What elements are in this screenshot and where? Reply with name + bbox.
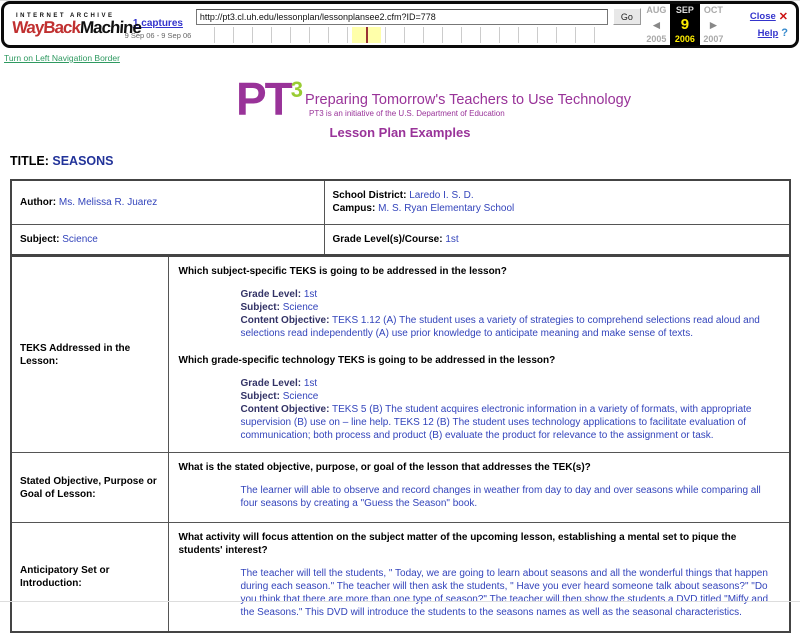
grade-value: 1st: [445, 233, 459, 245]
author-value: Ms. Melissa R. Juarez: [58, 196, 158, 208]
field-value: 1st: [303, 378, 318, 389]
wayback-toolbar: [1, 1, 799, 48]
pt3-logo-superscript: 3: [290, 76, 304, 102]
field-value: TEKS 5 (B) The student acquires electronic information in a variety of formats, with appropriate supervision (B) use on – line help. TEKS 12 (B) The student uses technology applications to facilitate evaluation of communication; both process and product (B) evaluate the product for relevance to the assignment or task.: [240, 404, 752, 441]
field-label: Content Objective:: [240, 404, 330, 415]
question-text: Which grade-specific technology TEKS is going to be addressed in the lesson?: [178, 355, 556, 366]
field-label: Content Objective:: [240, 315, 330, 326]
field-label: Subject:: [240, 302, 280, 313]
title-label: TITLE:: [10, 154, 49, 168]
lesson-sections-table: [10, 255, 791, 633]
section-label-anticipatory: Anticipatory Set or Introduction:: [11, 523, 168, 633]
wayback-machine-logo: WayBackMachine: [11, 18, 142, 37]
author-label: Author:: [20, 196, 57, 208]
teks-technology-block: [179, 354, 780, 442]
date-navigator: [643, 4, 727, 46]
url-input[interactable]: [196, 9, 608, 25]
pt3-logo: $PT^3$: [236, 72, 304, 125]
wayback-logo[interactable]: [8, 6, 142, 43]
table-row-anticipatory: [11, 523, 790, 633]
toolbar-center: [196, 6, 641, 43]
table-row-teks: [11, 256, 790, 453]
capture-timeline[interactable]: [196, 27, 604, 43]
lesson-info-table: [10, 179, 791, 256]
lesson-title: [10, 154, 800, 168]
district-value: Laredo I. S. D.: [409, 190, 474, 202]
prev-capture-arrow-icon[interactable]: ◄: [650, 17, 663, 32]
close-link[interactable]: Close: [749, 11, 776, 22]
field-value: 1st: [303, 289, 318, 300]
subject-label: Subject:: [20, 233, 60, 245]
section-content-objective: [168, 453, 790, 523]
pt3-text-block: [305, 92, 631, 120]
pt3-header: [236, 68, 800, 125]
table-row-objective: [11, 453, 790, 523]
help-icon[interactable]: ?: [781, 27, 788, 39]
teks-subject-block: [179, 265, 780, 340]
field-label: Subject:: [240, 391, 280, 402]
district-label: School District:: [332, 190, 407, 202]
prev-year-label: 2005: [646, 33, 667, 44]
grade-cell: [324, 224, 790, 255]
table-row: [11, 180, 790, 224]
pt3-tagline: Preparing Tomorrow's Teachers to Use Technology: [305, 92, 631, 108]
section-content-anticipatory: [168, 523, 790, 633]
section-label-teks: TEKS Addressed in the Lesson:: [11, 256, 168, 453]
captures-range: 9 Sep 06 - 9 Sep 06: [124, 31, 192, 40]
next-year-label: 2007: [703, 33, 724, 44]
grade-label: Grade Level(s)/Course:: [332, 233, 443, 245]
subject-value: Science: [62, 233, 98, 245]
prev-month-label: AUG: [646, 4, 667, 15]
field-value: Science: [282, 391, 319, 402]
answer-text: The teacher will tell the students, " Today, we are going to learn about seasons and all the wonderful things that happen during each season." The teacher will then ask the students, " Have you ever heard someone talk about seasons?" "Do you think that there are more than one type of season?" The teacher will then show the students a DVD titled "Miffy and the Seasons." This DVD will introduce the students to the seasons names as well as the seasonal characteristics.: [240, 568, 769, 618]
campus-label: Campus:: [332, 203, 376, 215]
question-text: What activity will focus attention on the subject matter of the upcoming lesson, establishing a mental set to pique the students' interest?: [178, 532, 737, 556]
district-campus-cell: [324, 180, 790, 224]
subject-cell: [11, 224, 324, 255]
help-link[interactable]: Help: [757, 27, 779, 39]
internet-archive-label: INTERNET ARCHIVE: [16, 13, 115, 19]
field-value: TEKS 1.12 (A) The student uses a variety of strategies to comprehend selections read aloud and selections read independently (A) use prior knowledge to anticipate meaning and make sense of texts.: [240, 315, 760, 339]
table-row: [11, 224, 790, 255]
left-nav-toggle-link[interactable]: Turn on Left Navigation Border: [4, 53, 120, 63]
section-content-teks: [168, 256, 790, 453]
timeline-capture-marker[interactable]: [366, 27, 368, 43]
author-cell: [11, 180, 324, 224]
campus-value: M. S. Ryan Elementary School: [378, 203, 515, 215]
field-label: Grade Level:: [240, 289, 302, 300]
title-value: SEASONS: [52, 154, 114, 168]
pt3-initiative-note: PT3 is an initiative of the U.S. Department of Education: [309, 109, 505, 118]
current-month-label: SEP: [670, 4, 700, 17]
current-year-label: 2006: [670, 33, 700, 46]
question-text: What is the stated objective, purpose, or goal of the lesson that addresses the TEK(s)?: [178, 462, 591, 473]
next-capture-arrow-icon[interactable]: ►: [707, 17, 720, 32]
current-day: 9: [670, 17, 700, 33]
page-heading: Lesson Plan Examples: [329, 125, 471, 140]
captures-link[interactable]: 1 captures: [132, 18, 183, 29]
toolbar-links: [735, 6, 790, 43]
question-text: Which subject-specific TEKS is going to be addressed in the lesson?: [178, 266, 507, 277]
go-button[interactable]: Go: [613, 8, 641, 25]
close-icon[interactable]: ✕: [778, 11, 788, 23]
answer-text: The learner will able to observe and record changes in weather from day to day and over seasons while comparing all four seasons by creating a "Guess the Season" book.: [240, 485, 761, 509]
next-month-label: OCT: [703, 4, 723, 15]
field-label: Grade Level:: [240, 378, 302, 389]
field-value: Science: [282, 302, 319, 313]
section-label-objective: Stated Objective, Purpose or Goal of Lesson:: [11, 453, 168, 523]
